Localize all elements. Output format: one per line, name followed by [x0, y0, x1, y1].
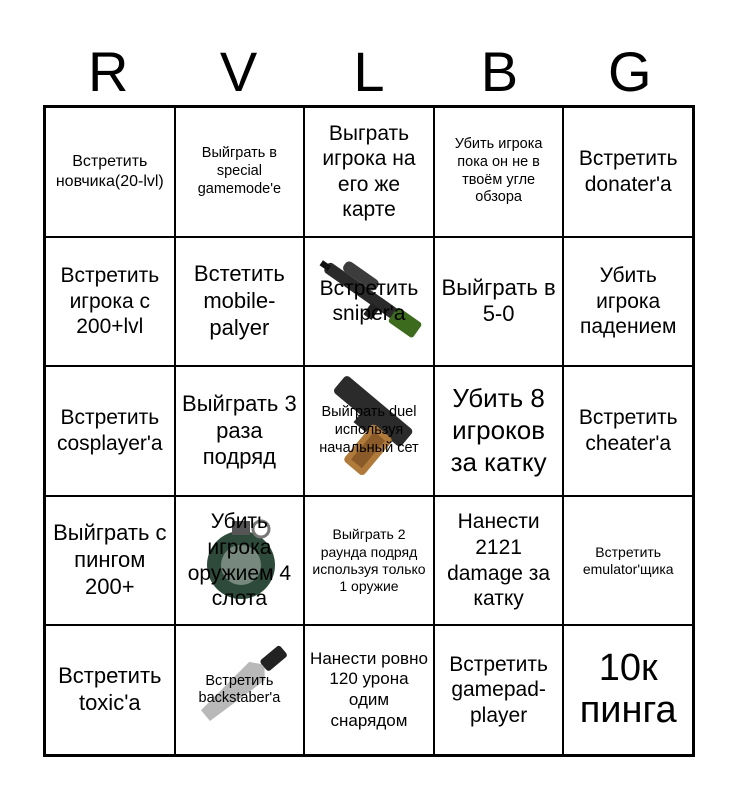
- cell-text: Встретить игрока с 200+lvl: [60, 263, 160, 339]
- cell-text: Встретить новчика(20-lvl): [55, 153, 164, 190]
- bingo-cell-12[interactable]: [175, 366, 305, 496]
- cell-text: Убить игрока пока он не в твоём угле обзора: [454, 136, 543, 206]
- header-letter-b: B: [480, 40, 519, 103]
- cell-text: Нанести 2121 damage за катку: [447, 510, 551, 611]
- cell-text: Убить 8 игроков за катку: [450, 383, 547, 477]
- bingo-header: [43, 38, 695, 106]
- bingo-cell-23[interactable]: [304, 625, 434, 755]
- bingo-cell-21[interactable]: [45, 625, 175, 755]
- bingo-cell-14[interactable]: [434, 366, 564, 496]
- bingo-cell-4[interactable]: [434, 107, 564, 237]
- cell-text: Выйграть 3 раза подряд: [182, 390, 297, 470]
- bingo-cell-8[interactable]: [304, 237, 434, 367]
- cell-text: Убить игрока оружием 4 слота: [187, 510, 292, 611]
- cell-text: Встретить backstaber'a: [198, 672, 281, 707]
- cell-text: Встретить sniper'a: [319, 276, 419, 326]
- cell-text: Выйграть с пингом 200+: [53, 520, 167, 599]
- bingo-cell-16[interactable]: [45, 496, 175, 626]
- cell-text: Выйграть duel используя начальный сет: [319, 404, 419, 456]
- cell-text: Выграть игрока на его же карте: [322, 121, 416, 222]
- bingo-cell-6[interactable]: [45, 237, 175, 367]
- bingo-cell-24[interactable]: [434, 625, 564, 755]
- bingo-cell-15[interactable]: [563, 366, 693, 496]
- cell-text: Встретить cheater'a: [578, 406, 678, 455]
- bingo-cell-22[interactable]: [175, 625, 305, 755]
- cell-text: 10к пинга: [579, 647, 677, 732]
- cell-text: Встретить gamepad-player: [449, 652, 548, 727]
- bingo-cell-11[interactable]: [45, 366, 175, 496]
- cell-text: Встетить mobile-palyer: [193, 261, 285, 340]
- bingo-cell-9[interactable]: [434, 237, 564, 367]
- header-letter-r: R: [87, 40, 129, 103]
- bingo-cell-5[interactable]: [563, 107, 693, 237]
- bingo-cell-2[interactable]: [175, 107, 305, 237]
- header-letter-g: G: [607, 40, 652, 103]
- cell-text: Нанести ровно 120 урона одим снарядом: [310, 648, 428, 730]
- bingo-cell-18[interactable]: [304, 496, 434, 626]
- bingo-cell-1[interactable]: [45, 107, 175, 237]
- cell-text: Выйграть 2 раунда подряд используя только 1 оружие: [312, 526, 426, 594]
- bingo-grid: [43, 105, 695, 757]
- header-letter-v: V: [219, 40, 258, 103]
- cell-text: Выйграть в special gamemode'e: [197, 145, 282, 197]
- cell-text: Встретить cosplayer'a: [57, 406, 163, 455]
- cell-text: Встретить emulator'щика: [582, 543, 674, 577]
- cell-text: Убить игрока падением: [579, 263, 677, 339]
- bingo-cell-25[interactable]: [563, 625, 693, 755]
- cell-text: Встретить donater'a: [578, 147, 678, 196]
- header-letter-l: L: [353, 40, 385, 103]
- bingo-cell-13[interactable]: [304, 366, 434, 496]
- bingo-cell-10[interactable]: [563, 237, 693, 367]
- cell-text: Встретить toxic'a: [58, 663, 162, 716]
- bingo-cell-3[interactable]: [304, 107, 434, 237]
- bingo-cell-20[interactable]: [563, 496, 693, 626]
- cell-text: Выйграть в 5-0: [441, 274, 556, 327]
- bingo-cell-7[interactable]: [175, 237, 305, 367]
- bingo-cell-17[interactable]: [175, 496, 305, 626]
- bingo-cell-19[interactable]: [434, 496, 564, 626]
